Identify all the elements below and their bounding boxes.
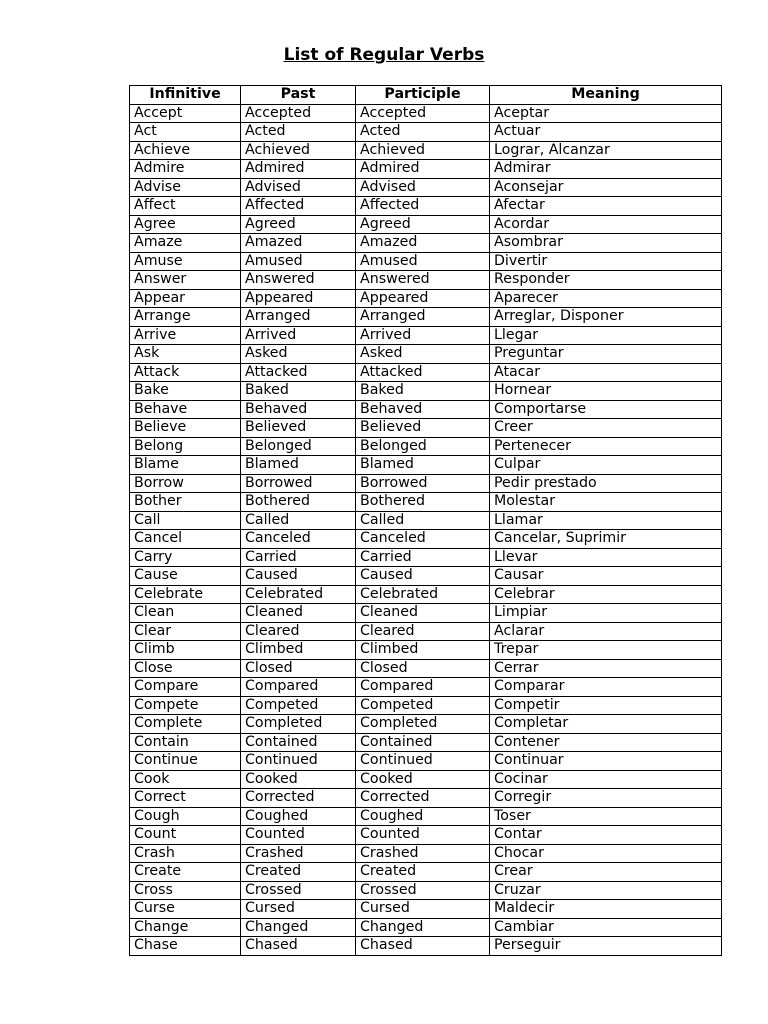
table-row: [130, 493, 722, 512]
table-row: [130, 215, 722, 234]
cell-infinitive: Contain: [130, 733, 241, 752]
cell-past: Bothered: [241, 493, 356, 512]
cell-infinitive: Behave: [130, 400, 241, 419]
cell-past: Coughed: [241, 807, 356, 826]
cell-participle: Admired: [356, 160, 490, 179]
cell-past: Arrived: [241, 326, 356, 345]
cell-participle: Continued: [356, 752, 490, 771]
cell-past: Arranged: [241, 308, 356, 327]
cell-past: Advised: [241, 178, 356, 197]
table-row: [130, 826, 722, 845]
cell-infinitive: Arrange: [130, 308, 241, 327]
cell-participle: Completed: [356, 715, 490, 734]
cell-infinitive: Ask: [130, 345, 241, 364]
table-row: [130, 197, 722, 216]
cell-participle: Baked: [356, 382, 490, 401]
cell-infinitive: Correct: [130, 789, 241, 808]
cell-past: Cleared: [241, 622, 356, 641]
cell-past: Compared: [241, 678, 356, 697]
cell-participle: Created: [356, 863, 490, 882]
page-title: List of Regular Verbs: [283, 45, 485, 65]
cell-infinitive: Clean: [130, 604, 241, 623]
cell-participle: Chased: [356, 937, 490, 956]
cell-participle: Crossed: [356, 881, 490, 900]
table-row: [130, 345, 722, 364]
cell-meaning: Pedir prestado: [490, 474, 722, 493]
cell-meaning: Atacar: [490, 363, 722, 382]
cell-past: Contained: [241, 733, 356, 752]
cell-past: Admired: [241, 160, 356, 179]
cell-past: Borrowed: [241, 474, 356, 493]
cell-infinitive: Celebrate: [130, 585, 241, 604]
table-row: [130, 789, 722, 808]
cell-infinitive: Answer: [130, 271, 241, 290]
cell-participle: Acted: [356, 123, 490, 142]
cell-meaning: Aclarar: [490, 622, 722, 641]
table-row: [130, 918, 722, 937]
cell-infinitive: Bother: [130, 493, 241, 512]
cell-infinitive: Accept: [130, 104, 241, 123]
cell-past: Cursed: [241, 900, 356, 919]
cell-participle: Closed: [356, 659, 490, 678]
table-row: [130, 807, 722, 826]
cell-participle: Carried: [356, 548, 490, 567]
cell-participle: Climbed: [356, 641, 490, 660]
header-participle: Participle: [356, 86, 490, 105]
cell-meaning: Corregir: [490, 789, 722, 808]
cell-participle: Cooked: [356, 770, 490, 789]
cell-participle: Agreed: [356, 215, 490, 234]
cell-meaning: Llevar: [490, 548, 722, 567]
cell-meaning: Molestar: [490, 493, 722, 512]
cell-infinitive: Count: [130, 826, 241, 845]
cell-past: Achieved: [241, 141, 356, 160]
table-row: [130, 696, 722, 715]
cell-infinitive: Change: [130, 918, 241, 937]
cell-meaning: Aparecer: [490, 289, 722, 308]
table-row: [130, 252, 722, 271]
cell-infinitive: Curse: [130, 900, 241, 919]
table-row: [130, 622, 722, 641]
cell-infinitive: Admire: [130, 160, 241, 179]
cell-participle: Asked: [356, 345, 490, 364]
cell-infinitive: Blame: [130, 456, 241, 475]
cell-infinitive: Amuse: [130, 252, 241, 271]
cell-participle: Crashed: [356, 844, 490, 863]
cell-infinitive: Appear: [130, 289, 241, 308]
cell-participle: Coughed: [356, 807, 490, 826]
cell-past: Accepted: [241, 104, 356, 123]
table-row: [130, 641, 722, 660]
table-row: [130, 585, 722, 604]
table-row: [130, 530, 722, 549]
cell-meaning: Contener: [490, 733, 722, 752]
cell-meaning: Admirar: [490, 160, 722, 179]
cell-meaning: Toser: [490, 807, 722, 826]
cell-infinitive: Believe: [130, 419, 241, 438]
cell-meaning: Lograr, Alcanzar: [490, 141, 722, 160]
cell-participle: Arrived: [356, 326, 490, 345]
table-row: [130, 733, 722, 752]
cell-infinitive: Create: [130, 863, 241, 882]
cell-meaning: Comportarse: [490, 400, 722, 419]
cell-meaning: Limpiar: [490, 604, 722, 623]
cell-meaning: Llegar: [490, 326, 722, 345]
cell-meaning: Divertir: [490, 252, 722, 271]
cell-meaning: Contar: [490, 826, 722, 845]
cell-meaning: Culpar: [490, 456, 722, 475]
cell-participle: Blamed: [356, 456, 490, 475]
table-header: [130, 86, 722, 105]
cell-past: Completed: [241, 715, 356, 734]
table-row: [130, 715, 722, 734]
cell-meaning: Causar: [490, 567, 722, 586]
cell-participle: Caused: [356, 567, 490, 586]
cell-meaning: Continuar: [490, 752, 722, 771]
cell-participle: Bothered: [356, 493, 490, 512]
cell-past: Climbed: [241, 641, 356, 660]
table-row: [130, 123, 722, 142]
cell-past: Appeared: [241, 289, 356, 308]
cell-meaning: Trepar: [490, 641, 722, 660]
cell-past: Behaved: [241, 400, 356, 419]
cell-infinitive: Cook: [130, 770, 241, 789]
cell-participle: Belonged: [356, 437, 490, 456]
cell-meaning: Preguntar: [490, 345, 722, 364]
cell-participle: Believed: [356, 419, 490, 438]
cell-meaning: Aceptar: [490, 104, 722, 123]
cell-infinitive: Achieve: [130, 141, 241, 160]
cell-past: Canceled: [241, 530, 356, 549]
cell-infinitive: Cancel: [130, 530, 241, 549]
cell-past: Changed: [241, 918, 356, 937]
cell-infinitive: Attack: [130, 363, 241, 382]
cell-meaning: Asombrar: [490, 234, 722, 253]
cell-past: Blamed: [241, 456, 356, 475]
table-row: [130, 456, 722, 475]
table-row: [130, 160, 722, 179]
cell-past: Chased: [241, 937, 356, 956]
cell-past: Created: [241, 863, 356, 882]
table-row: [130, 844, 722, 863]
cell-meaning: Aconsejar: [490, 178, 722, 197]
cell-meaning: Cancelar, Suprimir: [490, 530, 722, 549]
cell-participle: Amazed: [356, 234, 490, 253]
cell-infinitive: Amaze: [130, 234, 241, 253]
cell-past: Acted: [241, 123, 356, 142]
cell-infinitive: Call: [130, 511, 241, 530]
cell-infinitive: Advise: [130, 178, 241, 197]
table-row: [130, 474, 722, 493]
cell-meaning: Chocar: [490, 844, 722, 863]
header-meaning: Meaning: [490, 86, 722, 105]
table-row: [130, 437, 722, 456]
cell-past: Carried: [241, 548, 356, 567]
cell-infinitive: Bake: [130, 382, 241, 401]
cell-infinitive: Clear: [130, 622, 241, 641]
table-row: [130, 678, 722, 697]
cell-infinitive: Close: [130, 659, 241, 678]
cell-meaning: Creer: [490, 419, 722, 438]
table-row: [130, 363, 722, 382]
cell-past: Belonged: [241, 437, 356, 456]
cell-past: Caused: [241, 567, 356, 586]
table-row: [130, 308, 722, 327]
table-row: [130, 141, 722, 160]
cell-participle: Competed: [356, 696, 490, 715]
cell-participle: Attacked: [356, 363, 490, 382]
cell-participle: Accepted: [356, 104, 490, 123]
cell-infinitive: Cause: [130, 567, 241, 586]
cell-participle: Affected: [356, 197, 490, 216]
table-row: [130, 659, 722, 678]
cell-past: Competed: [241, 696, 356, 715]
cell-participle: Behaved: [356, 400, 490, 419]
cell-participle: Called: [356, 511, 490, 530]
cell-infinitive: Climb: [130, 641, 241, 660]
cell-past: Attacked: [241, 363, 356, 382]
cell-participle: Changed: [356, 918, 490, 937]
cell-participle: Arranged: [356, 308, 490, 327]
cell-past: Cleaned: [241, 604, 356, 623]
cell-infinitive: Carry: [130, 548, 241, 567]
header-row: [130, 86, 722, 105]
cell-meaning: Cruzar: [490, 881, 722, 900]
table-row: [130, 863, 722, 882]
cell-meaning: Acordar: [490, 215, 722, 234]
cell-infinitive: Chase: [130, 937, 241, 956]
cell-participle: Cleared: [356, 622, 490, 641]
table-row: [130, 900, 722, 919]
table-row: [130, 382, 722, 401]
cell-infinitive: Compare: [130, 678, 241, 697]
cell-meaning: Comparar: [490, 678, 722, 697]
table-row: [130, 419, 722, 438]
cell-past: Crossed: [241, 881, 356, 900]
cell-meaning: Llamar: [490, 511, 722, 530]
cell-participle: Achieved: [356, 141, 490, 160]
cell-past: Affected: [241, 197, 356, 216]
cell-meaning: Cerrar: [490, 659, 722, 678]
table-row: [130, 271, 722, 290]
cell-meaning: Perseguir: [490, 937, 722, 956]
table-body: [130, 104, 722, 955]
cell-meaning: Responder: [490, 271, 722, 290]
cell-meaning: Cambiar: [490, 918, 722, 937]
cell-meaning: Pertenecer: [490, 437, 722, 456]
cell-past: Asked: [241, 345, 356, 364]
cell-past: Believed: [241, 419, 356, 438]
cell-past: Amused: [241, 252, 356, 271]
cell-meaning: Maldecir: [490, 900, 722, 919]
cell-participle: Celebrated: [356, 585, 490, 604]
table-row: [130, 881, 722, 900]
cell-participle: Compared: [356, 678, 490, 697]
table-row: [130, 511, 722, 530]
cell-infinitive: Compete: [130, 696, 241, 715]
cell-meaning: Afectar: [490, 197, 722, 216]
table-row: [130, 234, 722, 253]
cell-participle: Counted: [356, 826, 490, 845]
cell-participle: Corrected: [356, 789, 490, 808]
cell-past: Agreed: [241, 215, 356, 234]
cell-meaning: Cocinar: [490, 770, 722, 789]
table-row: [130, 548, 722, 567]
table-row: [130, 604, 722, 623]
header-past: Past: [241, 86, 356, 105]
table-row: [130, 937, 722, 956]
cell-meaning: Actuar: [490, 123, 722, 142]
cell-participle: Cursed: [356, 900, 490, 919]
cell-past: Cooked: [241, 770, 356, 789]
cell-meaning: Competir: [490, 696, 722, 715]
cell-infinitive: Continue: [130, 752, 241, 771]
cell-infinitive: Crash: [130, 844, 241, 863]
cell-past: Baked: [241, 382, 356, 401]
cell-past: Amazed: [241, 234, 356, 253]
cell-infinitive: Complete: [130, 715, 241, 734]
cell-meaning: Hornear: [490, 382, 722, 401]
cell-past: Counted: [241, 826, 356, 845]
cell-past: Corrected: [241, 789, 356, 808]
cell-meaning: Completar: [490, 715, 722, 734]
cell-past: Continued: [241, 752, 356, 771]
cell-infinitive: Belong: [130, 437, 241, 456]
table-row: [130, 178, 722, 197]
table-row: [130, 567, 722, 586]
cell-past: Called: [241, 511, 356, 530]
cell-infinitive: Cross: [130, 881, 241, 900]
cell-past: Celebrated: [241, 585, 356, 604]
cell-meaning: Celebrar: [490, 585, 722, 604]
cell-participle: Answered: [356, 271, 490, 290]
cell-infinitive: Affect: [130, 197, 241, 216]
cell-participle: Appeared: [356, 289, 490, 308]
cell-past: Answered: [241, 271, 356, 290]
cell-past: Crashed: [241, 844, 356, 863]
cell-infinitive: Agree: [130, 215, 241, 234]
cell-past: Closed: [241, 659, 356, 678]
cell-infinitive: Act: [130, 123, 241, 142]
table-row: [130, 400, 722, 419]
cell-participle: Advised: [356, 178, 490, 197]
cell-infinitive: Borrow: [130, 474, 241, 493]
verbs-table: [129, 85, 722, 956]
cell-participle: Amused: [356, 252, 490, 271]
cell-participle: Cleaned: [356, 604, 490, 623]
table-row: [130, 326, 722, 345]
cell-meaning: Arreglar, Disponer: [490, 308, 722, 327]
table-row: [130, 289, 722, 308]
table-row: [130, 752, 722, 771]
table-row: [130, 770, 722, 789]
cell-participle: Canceled: [356, 530, 490, 549]
header-infinitive: Infinitive: [130, 86, 241, 105]
cell-participle: Contained: [356, 733, 490, 752]
cell-infinitive: Arrive: [130, 326, 241, 345]
cell-participle: Borrowed: [356, 474, 490, 493]
table-row: [130, 104, 722, 123]
cell-meaning: Crear: [490, 863, 722, 882]
cell-infinitive: Cough: [130, 807, 241, 826]
